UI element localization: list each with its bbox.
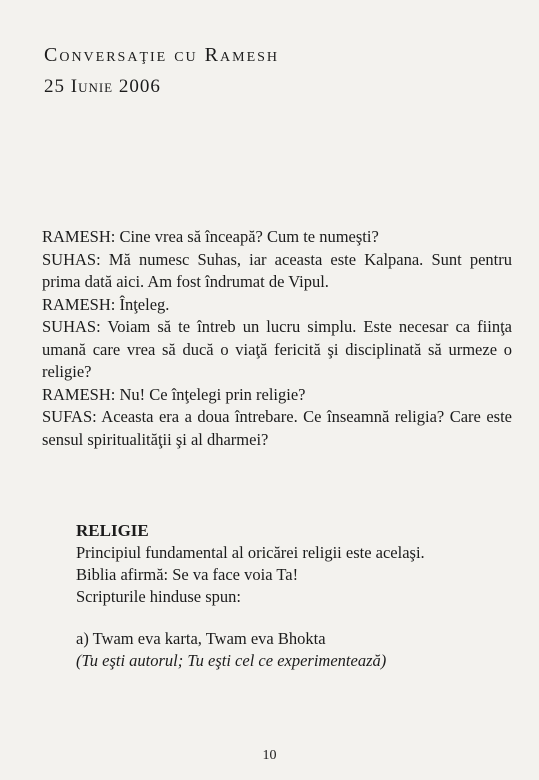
quote-translation: (Tu eşti autorul; Tu eşti cel ce experimentează) [76,651,387,670]
dialogue-line: RAMESH: Înţeleg. [42,294,170,314]
section-paragraph: Principiul fundamental al oricărei religii este acelaşi. [76,543,425,562]
quote-line: a) Twam eva karta, Twam eva Bhokta [76,629,326,648]
religion-section [76,520,512,672]
chapter-date: 25 Iunie 2006 [44,76,161,97]
dialogue-line: RAMESH: Cine vrea să înceapă? Cum te numeşti? [42,227,379,246]
page-number: 10 [262,748,277,763]
dialogue-line: SUHAS: Voiam să te întreb un lucru simplu. Este necesar ca fiinţa umană care vrea să ducă o viaţă fericită şi disciplinată să urmeze o religie? [42,317,512,381]
chapter-title: Conversaţie cu Ramesh [44,44,280,66]
dialogue-line: SUFAS: Aceasta era a doua întrebare. Ce înseamnă religia? Care este sensul spiritualităţii şi al dharmei? [42,407,512,449]
section-line: Scripturile hinduse spun: [76,587,241,606]
section-heading: RELIGIE [76,521,149,540]
dialogue-block [42,226,512,451]
dialogue-line: SUHAS: Mă numesc Suhas, iar aceasta este Kalpana. Sunt pentru prima dată aici. Am fost îndrumat de Vipul. [42,249,512,291]
section-line: Biblia afirmă: Se va face voia Ta! [76,565,299,584]
dialogue-line: RAMESH: Nu! Ce înţelegi prin religie? [42,384,306,404]
